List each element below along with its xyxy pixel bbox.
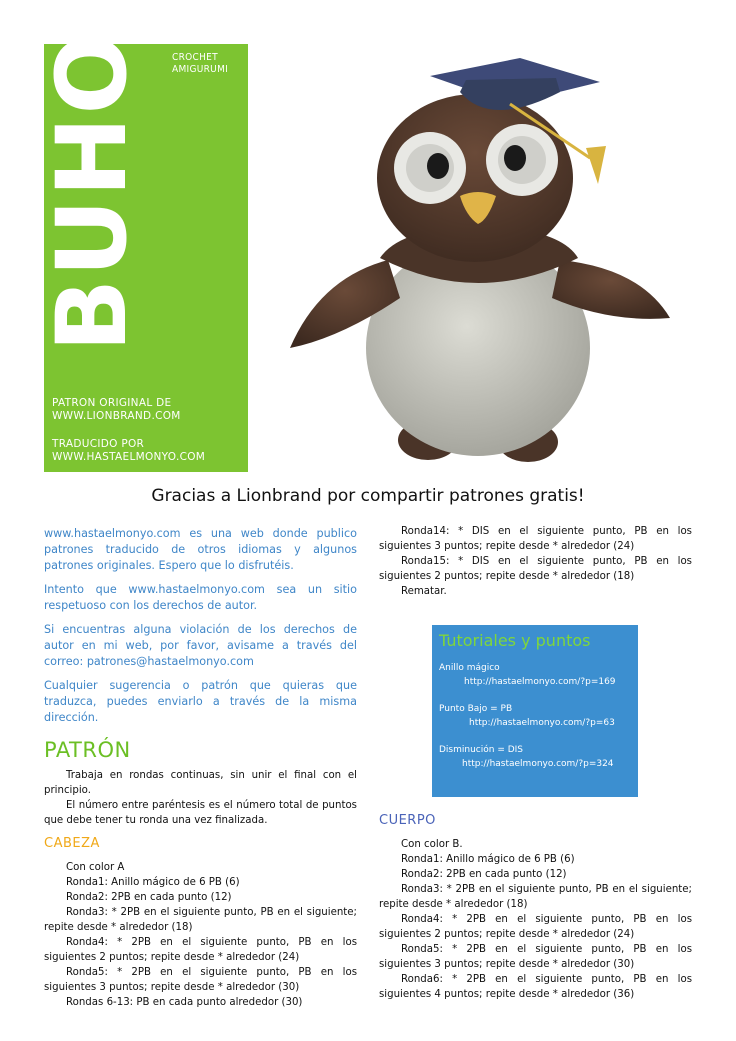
cuerpo-line: Ronda2: 2PB en cada punto (12) <box>401 869 567 880</box>
translator-link[interactable]: WWW.HASTAELMONYO.COM <box>52 451 206 463</box>
translator-label: TRADUCIDO POR <box>52 438 145 450</box>
tutorial-link[interactable]: http://hastaelmonyo.com/?p=169 <box>464 677 616 687</box>
page-title: BUHO <box>36 30 148 352</box>
tutorial-label: Punto Bajo = PB <box>439 704 513 714</box>
tutorial-link[interactable]: http://hastaelmonyo.com/?p=324 <box>462 759 614 769</box>
tagline-line-1: CROCHET <box>172 52 218 63</box>
cuerpo-line: Con color B. <box>401 839 463 850</box>
cabeza-continued <box>379 524 692 599</box>
email-link[interactable]: patrones@hastaelmonyo.com <box>86 655 254 668</box>
thanks-heading: Gracias a Lionbrand por compartir patrones gratis! <box>151 486 585 506</box>
patron-instructions <box>44 768 357 828</box>
tutorials-box <box>432 625 638 797</box>
cuerpo-line: Ronda5: * 2PB en el siguiente punto, PB en los siguientes 3 puntos; repite desde * alrededor (30) <box>379 944 692 970</box>
tutorial-link[interactable]: http://hastaelmonyo.com/?p=63 <box>469 718 615 728</box>
intro-paragraph-2 <box>44 582 357 614</box>
continued-line: Ronda15: * DIS en el siguiente punto, PB en los siguientes 2 puntos; repite desde * alrededor (18) <box>379 556 692 582</box>
patron-line-2: El número entre paréntesis es el número total de puntos que debe tener tu ronda una vez finalizada. <box>44 800 357 826</box>
cabeza-line: Ronda1: Anillo mágico de 6 PB (6) <box>66 877 240 888</box>
intro-text-3: Si encuentras alguna violación de los derechos de autor en mi web, por favor, avisame a través del correo: <box>44 623 357 668</box>
tutorial-label: Anillo mágico <box>439 663 500 673</box>
cabeza-heading: CABEZA <box>44 836 100 851</box>
site-link[interactable]: www.hastaelmonyo.com <box>44 527 181 540</box>
cabeza-line: Con color A <box>66 862 125 873</box>
intro-paragraph-1 <box>44 526 357 574</box>
original-credit <box>52 397 242 423</box>
tutorials-heading: Tutoriales y puntos <box>439 631 591 650</box>
intro-text-2b: sea un sitio respetuoso con los derechos de autor. <box>44 583 357 612</box>
cuerpo-line: Ronda6: * 2PB en el siguiente punto, PB en los siguientes 4 puntos; repite desde * alrededor (36) <box>379 974 692 1000</box>
owl-amigurumi-photo <box>260 48 690 476</box>
cabeza-line: Ronda5: * 2PB en el siguiente punto, PB en los siguientes 3 puntos; repite desde * alrededor (30) <box>44 967 357 993</box>
cuerpo-rounds <box>379 837 692 1002</box>
patron-line-1: Trabaja en rondas continuas, sin unir el final con el principio. <box>44 770 357 796</box>
credit-link[interactable]: WWW.LIONBRAND.COM <box>52 410 181 422</box>
translator-credit <box>52 438 242 464</box>
intro-text-1: es una web donde publico patrones traducido de otros idiomas y algunos patrones originales. Espero que lo disfrutéis. <box>44 527 357 572</box>
intro-paragraph-3 <box>44 622 357 670</box>
continued-line: Rematar. <box>401 586 447 597</box>
tagline-line-2: AMIGURUMI <box>172 64 229 75</box>
cuerpo-line: Ronda3: * 2PB en el siguiente punto, PB en el siguiente; repite desde * alrededor (18) <box>379 884 692 910</box>
continued-line: Ronda14: * DIS en el siguiente punto, PB en los siguientes 3 puntos; repite desde * alrededor (24) <box>379 526 692 552</box>
cabeza-line: Ronda2: 2PB en cada punto (12) <box>66 892 232 903</box>
cuerpo-line: Ronda4: * 2PB en el siguiente punto, PB en los siguientes 2 puntos; repite desde * alrededor (24) <box>379 914 692 940</box>
intro-paragraph-4: Cualquier sugerencia o patrón que quieras que traduzca, puedes enviarlo a través de la misma dirección. <box>44 679 357 724</box>
owl-illustration <box>260 48 690 476</box>
cabeza-line: Ronda3: * 2PB en el siguiente punto, PB en el siguiente; repite desde * alrededor (18) <box>44 907 357 933</box>
credit-label: PATRON ORIGINAL DE <box>52 397 172 409</box>
patron-heading: PATRÓN <box>44 738 131 762</box>
site-link-2[interactable]: www.hastaelmonyo.com <box>128 583 265 596</box>
cabeza-line: Ronda4: * 2PB en el siguiente punto, PB en los siguientes 2 puntos; repite desde * alrededor (24) <box>44 937 357 963</box>
cabeza-line: Rondas 6-13: PB en cada punto alrededor (30) <box>66 997 303 1008</box>
cabeza-rounds <box>44 860 357 1010</box>
cuerpo-line: Ronda1: Anillo mágico de 6 PB (6) <box>401 854 575 865</box>
tagline <box>172 52 242 76</box>
tutorial-label: Disminución = DIS <box>439 745 524 755</box>
intro-text-2a: Intento que <box>44 583 129 596</box>
cuerpo-heading: CUERPO <box>379 813 436 828</box>
